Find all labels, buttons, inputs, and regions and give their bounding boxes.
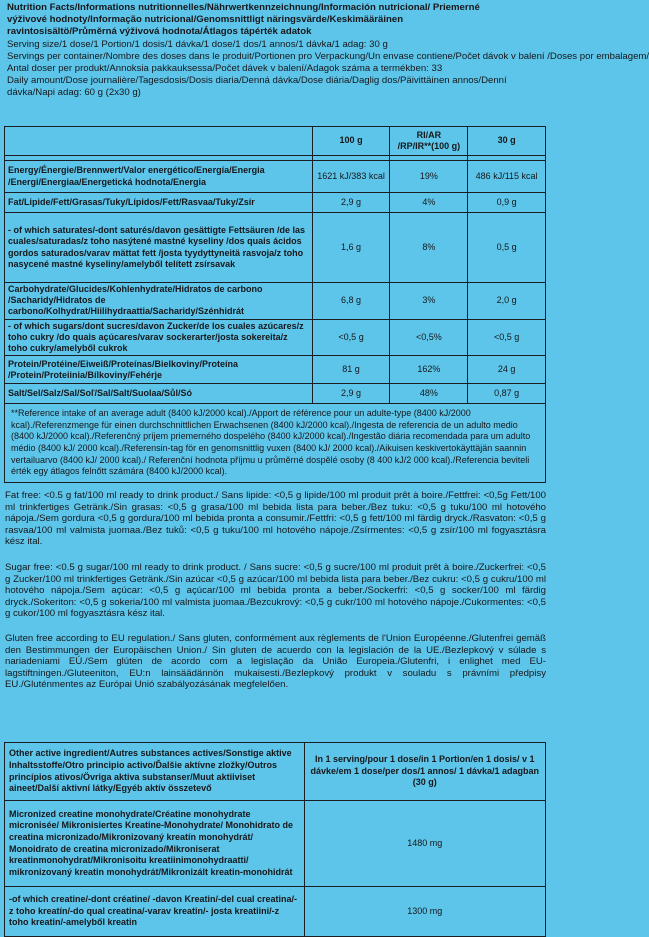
table-row-saturates [5, 213, 546, 283]
row-value-ri: 162% [390, 356, 468, 384]
row-label: Protein/Protéine/Eiweiß/Proteínas/Bielkoviny/Proteína /Protein/Proteiinia/Bílkoviny/Fehérje [5, 356, 313, 384]
active-ingredients-header-label: Other active ingredient/Autres substances actives/Sonstige aktive Inhaltsstoffe/Otro principio activo/Ďalšie aktívne zložky/Outros princípios ativos/Övriga aktiva substanser/Muut aktiiviset aineet/Další aktivní látky/Egyéb aktív összetevő [5, 743, 305, 801]
row-value-ri: 4% [390, 193, 468, 213]
row-value-100g: 2,9 g [312, 193, 390, 213]
row-value-ri: 8% [390, 213, 468, 283]
nutrition-table-header [5, 127, 546, 156]
table-row-sugars [5, 319, 546, 356]
row-label: Micronized creatine monohydrate/Créatine monohydrate micronisée/ Mikronisiertes Kreatine-Monohydrate/ Monohidrato de creatina micronizado/Mikronizovaný kreatín monohydrát/ Monoidrato de creatina micronizado/Mikroniserat kreatinmonohydrat/Mikronisoitu kreatiinimonohydraatti/ mikronizovaný kreatin monohydrát/Mikronizált kreatin-monohidrát [5, 801, 305, 887]
nutrition-header [7, 2, 649, 100]
table-row-carbohydrate [5, 283, 546, 320]
row-value: 1300 mg [304, 887, 545, 937]
header-empty-cell [5, 127, 313, 156]
row-value-30g: 24 g [468, 356, 546, 384]
row-value-30g: <0,5 g [468, 319, 546, 356]
table-row-creatine-monohydrate [5, 801, 546, 887]
header-30g: 30 g [468, 127, 546, 156]
sugar-free-paragraph: Sugar free: <0.5 g sugar/100 ml ready to drink product. / Sans sucre: <0,5 g sucre/100 ml produit prêt à boire./Zuckerfrei: <0,5 g Zucker/100 ml trinkfertiges Getränk./Sin azúcar <0,5 g azúcar/100 ml bebida lista para beber./Bez cukru: <0,5 g cukru/100 ml hotového nápoja./Sem açúcar: <0,5 g açúcar/100 ml bebida pronta a beber./Sockerfri: <0,5 g socker/100 ml färdig dryck./Sokeriton: <0,5 g sokeria/100 ml valmista juomaa./Bezcukrový: <0,5 g cukr/100 ml hotového nápoje./Cukormentes: <0,5 g cukor/100 ml fogyasztásra kész ital. [5, 562, 546, 620]
row-value-30g: 0,87 g [468, 384, 546, 404]
table-row-footnote [5, 404, 546, 483]
active-ingredients-header [5, 743, 546, 801]
row-value-ri: <0,5% [390, 319, 468, 356]
row-value-100g: 1,6 g [312, 213, 390, 283]
row-value-30g: 2,0 g [468, 283, 546, 320]
row-label: - of which sugars/dont sucres/davon Zucker/de los cuales azúcares/z toho cukry /do quais açúcares/varav sockerarter/josta sokereita/z toho cukry/amelyből cukrok [5, 319, 313, 356]
active-ingredients-table [4, 742, 546, 937]
table-row-salt [5, 384, 546, 404]
table-row-energy [5, 161, 546, 193]
header-title-line3: ravintosisältö/Průměrná výživová hodnota/Átlagos tápérték adatok [7, 26, 312, 38]
serving-size: Serving size/1 dose/1 Portion/1 dosis/1 dávka/1 dose/1 dos/1 annos/1 dávka/1 adag: 30 g [7, 38, 388, 50]
row-label: Salt/Sel/Salz/Sal/Soľ/Sal/Salt/Suolaa/Sůl/Só [5, 384, 313, 404]
active-ingredients-header-value: In 1 serving/pour 1 dose/in 1 Portion/en 1 dosis/ v 1 dávke/em 1 dose/per dos/1 annos/ 1 dávka/1 adagban (30 g) [304, 743, 545, 801]
header-title-line2: výživové hodnoty/Informação nutricional/Genomsnittligt näringsvärde/Keskimääräinen [7, 14, 404, 26]
servings-per-container-line2: Antal doser per produkt/Annoksia pakkauksessa/Počet dávek v balení/Adagok száma a termékben: 33 [7, 63, 443, 75]
row-value-100g: <0,5 g [312, 319, 390, 356]
header-ri [390, 127, 468, 156]
gluten-free-paragraph: Gluten free according to EU regulation./ Sans gluten, conformément aux règlements de l'Union Européenne./Glutenfrei gemäß den Bestimmungen der Europäischen Union./ Sin gluten de acuerdo con la legislación de la UE./Bezlepkový v súlade s nariadeniami EÚ./Sem glúten de acordo com a legislação da União Europeia./Glutenfri, i enlighet med EU-lagstiftningen./Gluteeniton, EU:n lainsäädännön mukaisesti./Bezlepkový produkt v souladu s právními předpisy EU./Gluténmentes az Európai Unió szabályozásának megfelelően. [5, 633, 546, 691]
header-ri-line1: RI/AR [416, 129, 442, 140]
row-value-30g: 0,9 g [468, 193, 546, 213]
row-value-100g: 2,9 g [312, 384, 390, 404]
row-value-ri: 48% [390, 384, 468, 404]
daily-amount-line1: Daily amount/Dose journalière/Tagesdosis/Dosis diaria/Denná dávka/Dose diária/Daglig dos/Päivittäinen annos/Denní [7, 75, 507, 87]
table-row-protein [5, 356, 546, 384]
row-label: Fat/Lipide/Fett/Grasas/Tuky/Lípidos/Fett/Rasvaa/Tuky/Zsír [5, 193, 313, 213]
row-label: -of which creatine/-dont créatine/ -davon Kreatin/-del cual creatina/-z toho kreatín/-do qual creatina/-varav kreatin/- josta kreatiini/-z toho kreatin/-amelyből kreatin [5, 887, 305, 937]
servings-per-container-line1: Servings per container/Nombre des doses dans le produit/Portionen pro Verpackung/Un envase contiene/Počet dávok v balení /Doses por embalagem/ [7, 50, 649, 62]
row-value-30g: 0,5 g [468, 213, 546, 283]
row-value: 1480 mg [304, 801, 545, 887]
row-value-100g: 6,8 g [312, 283, 390, 320]
table-row-creatine [5, 887, 546, 937]
header-100g: 100 g [312, 127, 390, 156]
row-label: Energy/Énergie/Brennwert/Valor energético/Energía/Energia /Energi/Energiaa/Energetická hodnota/Energia [5, 161, 313, 193]
reference-intake-footnote: **Reference intake of an average adult (8400 kJ/2000 kcal)./Apport de référence pour un adulte-type (8400 kJ/2000 kcal)./Referenzmenge für einen durchschnittlichen Erwachsenen (8400 kJ/2000 kcal)./Ingesta de referencia de un adulto medio (8400 kJ/2000 kcal)./Referenčný príjem priemerného dospelého (8400 kJ/2000 kcal)./Ingestão diária recomendada para um adulto médio (8400 kJ/ 2000 kcal)./Referensin-tag för en genomsnittlig vuxen (8400 kJ/ 2000 kcal)./Aikuisen keskivertokäyttäjän saannin vertailuarvo (8400 kJ/ 2000 kcal)./ Referenční hodnota příjmu u průměrné dospělé osoby (8 400 kJ/2 000 kcal)./Referencia bevitelі érték egy átlagos felnőtt számára (8400 kJ/2000 kcal). [5, 404, 546, 483]
row-value-ri: 19% [390, 161, 468, 193]
table-row-fat [5, 193, 546, 213]
row-value-100g: 81 g [312, 356, 390, 384]
header-title-line1: Nutrition Facts/Informations nutritionnelles/Nährwertkennzeichnung/Información nutricional/ Priemerné [7, 2, 480, 13]
row-value-30g: 486 kJ/115 kcal [468, 161, 546, 193]
daily-amount-line2: dávka/Napi adag: 60 g (2x30 g) [7, 87, 141, 99]
row-value-ri: 3% [390, 283, 468, 320]
row-value-100g: 1621 kJ/383 kcal [312, 161, 390, 193]
header-ri-line2: /RP/IR**(100 g) [397, 141, 461, 151]
fat-free-paragraph: Fat free: <0.5 g fat/100 ml ready to drink product./ Sans lipide: <0,5 g lipide/100 ml produit prêt à boire./Fettfrei: <0,5g Fett/100 ml trinkfertiges Getränk./Sin grasas: <0,5 g grasa/100 ml bebida lista para beber./Bez tuku: <0,5 g tuku/100 ml hotového nápoja./Sem gordura <0,5 g gordura/100 ml bebida pronta a consumir./Fettfri: <0,5 g fett/100 ml färdig dryck./Rasvaton: <0,5 g rasvaa/100 ml valmista juomaa./Bez tuků: <0,5 g tuku/100 ml hotového nápoje./Zsírmentes: <0,5 g zsír/100 ml fogyasztásra kész ital. [5, 490, 546, 548]
row-label: - of which saturates/-dont saturés/davon gesättigte Fettsäuren /de las cuales/saturadas/z toho nasýtené mastné kyseliny /dos quais ácidos gordos saturados/varav mättat fett /josta tyydyttyneitä rasvoja/z toho nasycené mastné kyseliny/amelyből telített zsírsavak [5, 213, 313, 283]
nutrition-table [4, 126, 546, 483]
row-label: Carbohydrate/Glucides/Kohlenhydrate/Hidratos de carbono /Sacharidy/Hidratos de carbono/Kolhydrat/Hiilihydraattia/Sacharidy/Szénhidrát [5, 283, 313, 320]
